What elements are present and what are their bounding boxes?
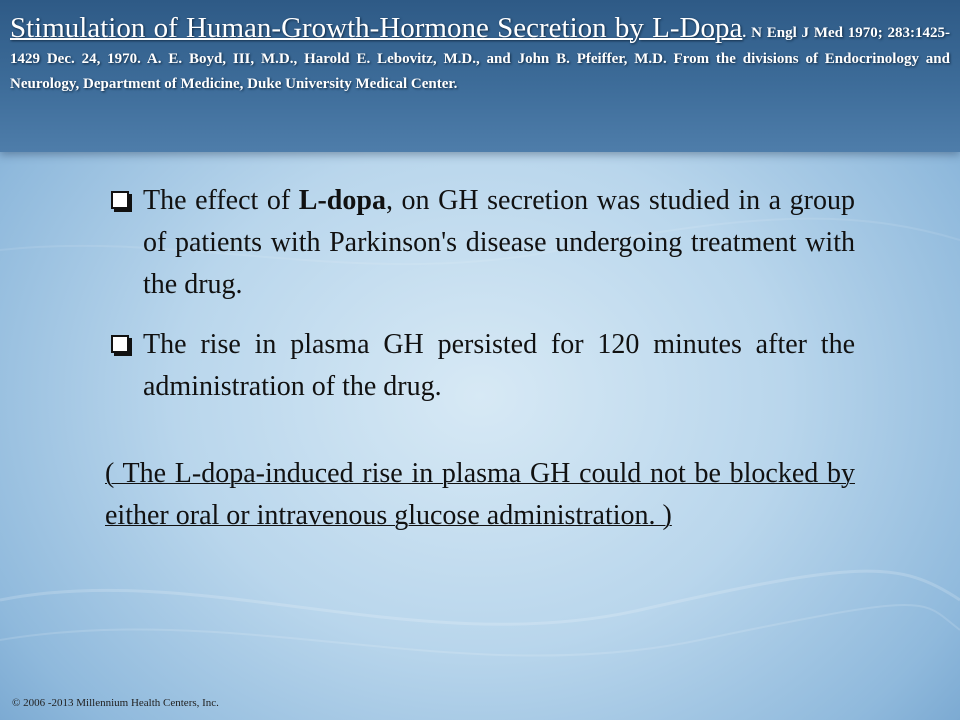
header-band: [0, 0, 960, 152]
note-tail: . ): [648, 500, 672, 531]
checkbox-bullet-icon: [111, 191, 129, 209]
slide-title: Stimulation of Human-Growth-Hormone Secretion by L-Dopa: [10, 12, 743, 44]
bullet-1-bold: L-dopa: [298, 185, 386, 216]
bullet-2-text: The rise in plasma GH persisted for 120 minutes after the administration of the drug.: [143, 329, 855, 402]
bullet-1-suffix: , on GH secretion was studied in a group of patients with Parkinson's disease undergoing treatment with the drug.: [143, 185, 856, 300]
bullet-1-prefix: The effect of: [143, 185, 299, 216]
bullet-item-1: [105, 180, 855, 306]
bullet-item-2: [105, 324, 855, 408]
citation: N Engl J Med 1970; 283:1425-1429 Dec. 24, 1970. A. E. Boyd, III, M.D., Harold E. Lebovitz, M.D., and John B. Pfeiffer, M.D. From the divisions of Endocrinology and Neurology, Department of Medicine, Duke University Medical Center.: [10, 25, 951, 92]
checkbox-bullet-icon: [111, 335, 129, 353]
wave-1: [0, 571, 960, 624]
wave-2: [0, 605, 960, 656]
title-period: .: [742, 25, 747, 41]
header-text: [10, 10, 950, 97]
note-text: ( The L-dopa-induced rise in plasma GH could not be blocked by either oral or intravenous glucose administration: [105, 458, 855, 531]
copyright-footer: © 2006 -2013 Millennium Health Centers, Inc.: [12, 697, 219, 709]
note-paragraph: [105, 453, 855, 537]
bullet-list: [105, 180, 855, 426]
